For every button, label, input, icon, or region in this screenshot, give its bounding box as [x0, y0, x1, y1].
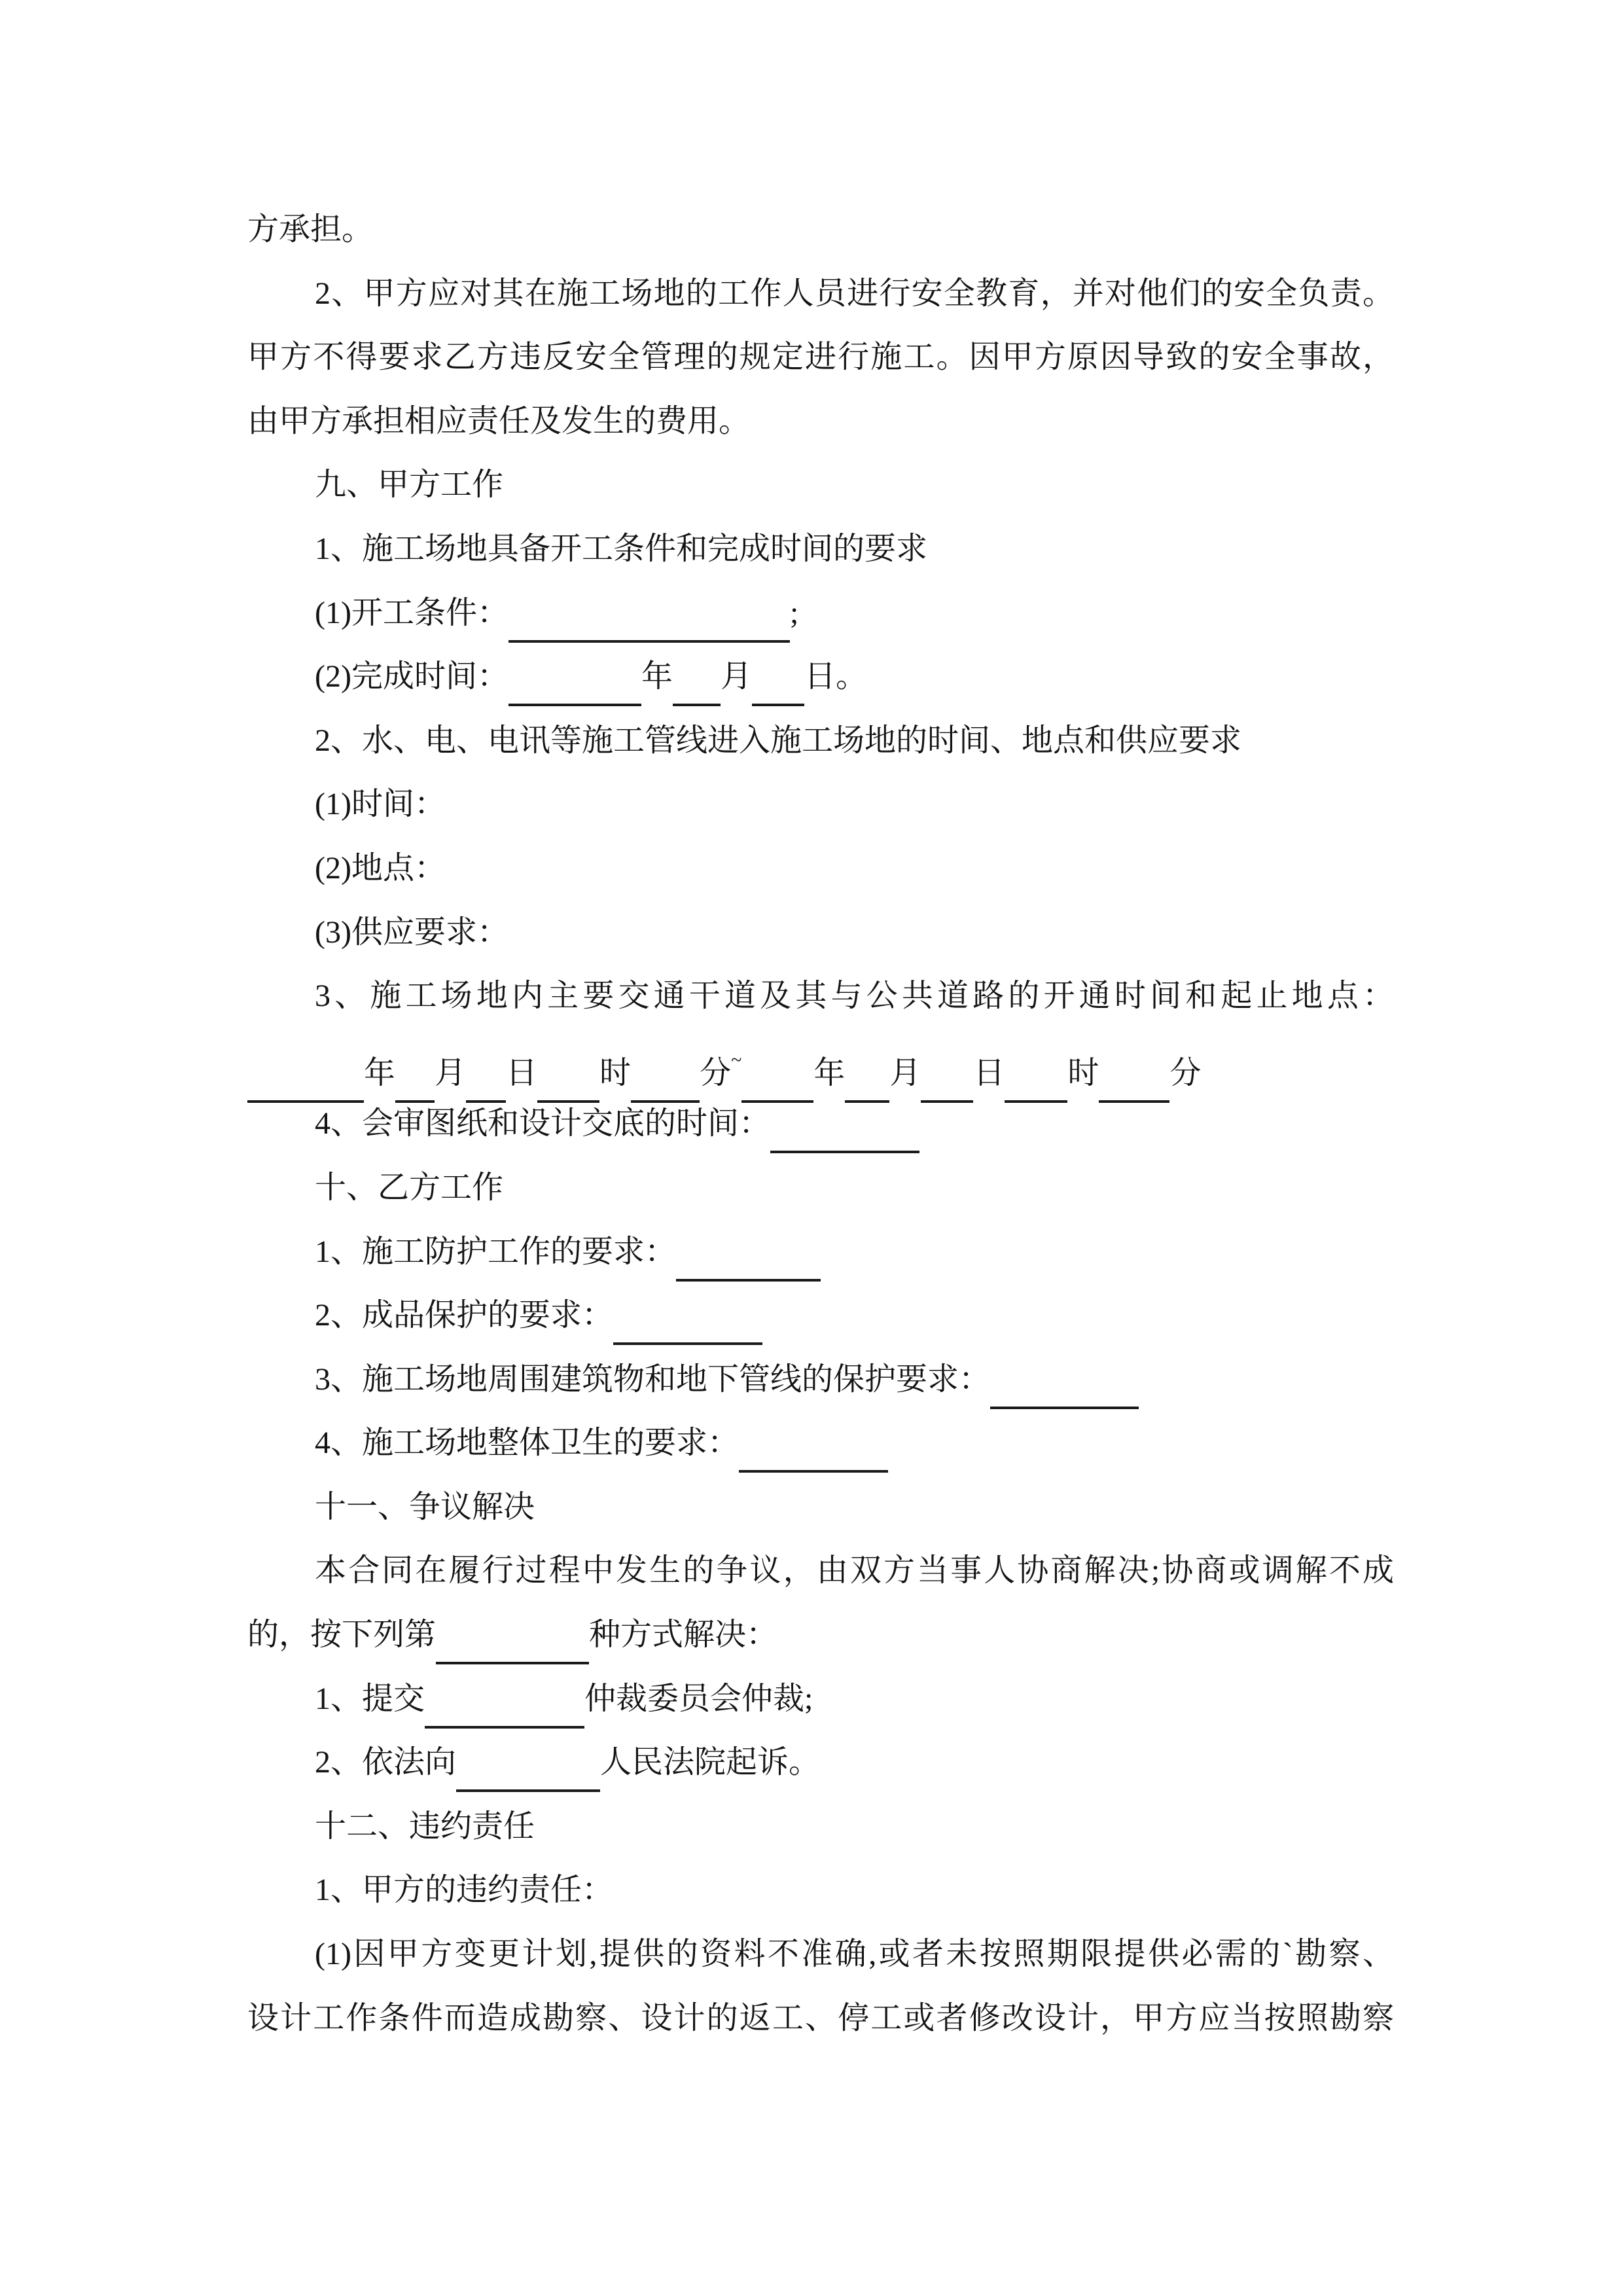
text-run: 日 [506, 1055, 538, 1090]
text-run: 1、甲方的违约责任： [315, 1873, 614, 1908]
blank-underline [436, 1642, 589, 1664]
text-run: 3、施工场地内主要交通干道及其与公共道路的开通时间和起止地点： [315, 978, 1394, 1014]
text-run: (1)开工条件： [315, 595, 508, 630]
text-run: 4、施工场地整体卫生的要求： [315, 1426, 740, 1461]
text-line [247, 1795, 1394, 1859]
text-run: 九、甲方工作 [315, 467, 504, 503]
text-line [247, 1220, 1394, 1284]
text-line [247, 1922, 1394, 1986]
text-run: 分 [700, 1055, 732, 1090]
text-line [247, 1348, 1394, 1412]
blank-underline [752, 684, 804, 706]
text-run: 年 [813, 1055, 846, 1090]
text-run: 年 [364, 1055, 396, 1090]
text-run: 的，按下列第 [247, 1617, 437, 1653]
blank-underline [456, 1770, 600, 1792]
text-run: (1)因甲方变更计划,提供的资料不准确,或者未按照期限提供必需的`勘察、 [315, 1937, 1394, 1972]
text-line [247, 772, 1394, 836]
text-run: 1、提交 [315, 1681, 425, 1716]
blank-underline [1099, 1081, 1169, 1103]
blank-underline [990, 1387, 1139, 1409]
text-run: 设计工作条件而造成勘察、设计的返工、停工或者修改设计，甲方应当按照勘察 [247, 2000, 1394, 2036]
text-line [247, 1283, 1394, 1348]
blank-underline [676, 1259, 821, 1282]
blank-underline [508, 684, 641, 706]
text-run: 甲方不得要求乙方违反安全管理的规定进行施工。因甲方原因导致的安全事故， [247, 340, 1394, 375]
text-run: 3、施工场地周围建筑物和地下管线的保护要求： [315, 1361, 991, 1397]
text-run: 种方式解决： [589, 1617, 778, 1653]
blank-underline [770, 1131, 919, 1153]
text-run: 2、依法向 [315, 1745, 457, 1780]
text-line [247, 1731, 1394, 1795]
text-line [247, 389, 1394, 454]
text-run: 2、甲方应对其在施工场地的工作人员进行安全教育，并对他们的安全负责。 [315, 276, 1394, 311]
text-line [247, 1539, 1394, 1603]
text-line [247, 1475, 1394, 1539]
text-run: (3)供应要求： [315, 914, 508, 950]
text-run: 由甲方承担相应责任及发生的费用。 [247, 403, 751, 439]
text-run: 日。 [804, 659, 868, 694]
text-run: 时 [1067, 1055, 1099, 1090]
text-line [247, 1092, 1394, 1156]
text-run: 日 [973, 1055, 1005, 1090]
text-run: 仲裁委员会仲裁; [584, 1681, 813, 1716]
text-line [247, 581, 1394, 645]
text-run: (1)时间： [315, 787, 446, 822]
text-line [247, 517, 1394, 581]
text-run: 年 [641, 659, 673, 694]
text-run: 十二、违约责任 [315, 1808, 535, 1844]
text-run: 4、会审图纸和设计交底的时间： [315, 1106, 771, 1141]
blank-underline [508, 620, 790, 643]
text-run: 十、乙方工作 [315, 1170, 504, 1205]
text-line [247, 645, 1394, 709]
text-line [247, 901, 1394, 965]
text-line [247, 262, 1394, 326]
text-run: 2、成品保护的要求： [315, 1298, 614, 1333]
text-run: 1、施工场地具备开工条件和完成时间的要求 [315, 531, 928, 566]
text-line [247, 453, 1394, 517]
text-line [247, 1603, 1394, 1667]
text-line [247, 709, 1394, 773]
blank-underline [613, 1323, 762, 1345]
text-run: 2、水、电、电讯等施工管线进入施工场地的时间、地点和供应要求 [315, 723, 1242, 758]
blank-underline [1005, 1081, 1067, 1103]
text-line [247, 198, 1394, 262]
text-run: 分 [1169, 1055, 1202, 1090]
text-run: 本合同在履行过程中发生的争议，由双方当事人协商解决;协商或调解不成 [315, 1553, 1394, 1588]
text-line [247, 836, 1394, 901]
contract-text-block [247, 198, 1394, 2050]
text-line [247, 1411, 1394, 1475]
text-run: ; [789, 595, 799, 630]
text-line [247, 325, 1394, 389]
text-line [247, 1858, 1394, 1922]
text-run: 1、施工防护工作的要求： [315, 1234, 677, 1269]
blank-underline [921, 1081, 973, 1103]
text-run: (2)完成时间： [315, 659, 508, 694]
text-line [247, 1028, 1394, 1092]
text-run: 月 [721, 659, 753, 694]
text-run: 方承担。 [247, 212, 374, 247]
text-run: 十一、争议解决 [315, 1489, 535, 1524]
tilde-range-separator: ~ [731, 1049, 742, 1071]
text-run: 人民法院起诉。 [600, 1745, 821, 1780]
blank-underline [673, 684, 721, 706]
blank-underline [739, 1450, 888, 1473]
text-run: 时 [599, 1055, 632, 1090]
text-line [247, 1667, 1394, 1731]
text-run: 月 [889, 1055, 921, 1090]
blank-underline [425, 1706, 584, 1729]
text-line [247, 1156, 1394, 1220]
text-line [247, 1986, 1394, 2051]
text-run: 月 [435, 1055, 467, 1090]
text-run: (2)地点： [315, 850, 446, 886]
text-line [247, 964, 1394, 1028]
